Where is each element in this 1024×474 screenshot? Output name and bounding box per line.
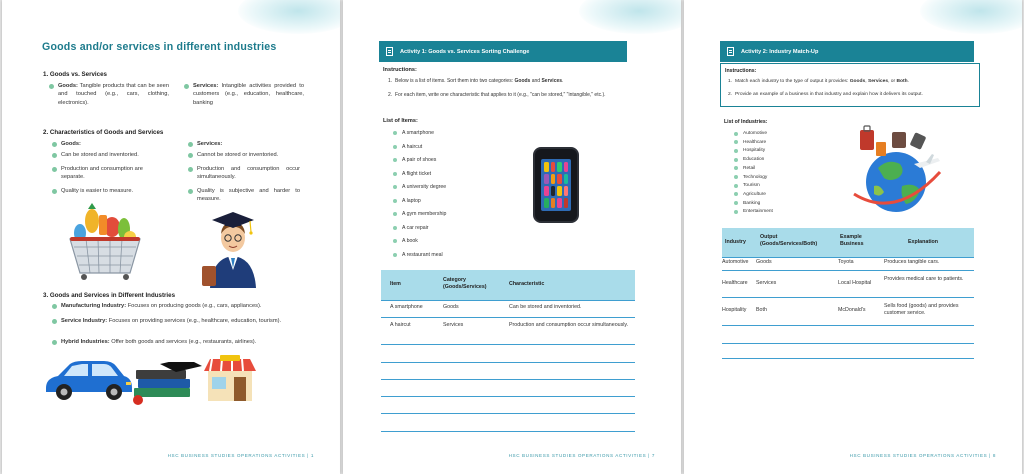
list-item: Entertainment (734, 209, 773, 214)
services-heading: Services: (188, 140, 222, 148)
table-cell: Services (443, 322, 464, 328)
table-rule (381, 431, 635, 432)
bullet-icon (184, 84, 189, 89)
goods-characteristic: Can be stored and inventoried. (52, 151, 177, 159)
bullet-icon (49, 84, 54, 89)
column-header: Item (390, 281, 401, 287)
bullet-icon (52, 142, 57, 147)
list-item: Hospitality (734, 148, 765, 153)
list-item: Education (734, 157, 764, 162)
section-heading-industries: 3. Goods and Services in Different Industries (43, 292, 176, 299)
table-cell: Healthcare (722, 280, 748, 286)
table-cell: Toyota (838, 259, 854, 265)
instructions-heading: Instructions: (383, 67, 417, 73)
shop-illustration (202, 355, 258, 403)
document-page-2 (343, 0, 681, 474)
goods-heading: Goods: (52, 140, 81, 148)
bullet-icon (734, 192, 738, 196)
table-cell: A haircut (390, 322, 411, 328)
table-rule (722, 257, 974, 258)
bullet-icon (734, 140, 738, 144)
document-icon (386, 47, 393, 56)
section-heading-goods-vs-services: 1. Goods vs. Services (43, 71, 107, 78)
bullet-icon (52, 189, 57, 194)
instruction-2: 2. For each item, write one characteristic that applies to it (e.g., "can be stored," "intangible," etc.). (388, 92, 606, 98)
list-item: A haircut (393, 144, 422, 150)
table-cell: Goods (443, 304, 459, 310)
goods-characteristic: Production and consumption are separate. (52, 165, 157, 182)
watercolor-decoration (579, 0, 681, 34)
table-cell: Produces tangible cars. (884, 259, 940, 265)
activity-title: Activity 2: Industry Match-Up (741, 48, 819, 55)
instruction-2: 2. Provide an example of a business in that industry and explain how it delivers its output. (728, 92, 923, 97)
list-item: Healthcare (734, 140, 766, 145)
smartphone-illustration (533, 147, 579, 223)
table-rule (381, 300, 635, 301)
list-item: A gym membership (393, 211, 446, 217)
table-cell: Hospitality (722, 307, 747, 313)
list-item: A university degree (393, 184, 446, 190)
list-item: A book (393, 238, 418, 244)
bullet-icon (393, 145, 397, 149)
instructions-box (720, 63, 980, 107)
column-header: Output (Goods/Services/Both) (760, 234, 818, 247)
table-rule (722, 297, 974, 298)
instructions-heading: Instructions: (725, 68, 757, 74)
bullet-icon (734, 210, 738, 214)
bullet-icon (393, 212, 397, 216)
watercolor-decoration (238, 0, 340, 34)
table-rule (381, 344, 635, 345)
table-cell: A smartphone (390, 304, 423, 310)
section-heading-characteristics: 2. Characteristics of Goods and Services (43, 129, 164, 136)
table-rule (381, 362, 635, 363)
bullet-icon (734, 158, 738, 162)
document-page-3 (684, 0, 1022, 474)
goods-characteristic: Quality is easier to measure. (52, 187, 177, 195)
goods-definition: Goods: Tangible products that can be seen and touched (e.g., cars, clothing, electronics). (49, 82, 169, 107)
table-rule (722, 343, 974, 344)
list-item: Technology (734, 175, 767, 180)
bullet-icon (393, 158, 397, 162)
table-cell: Automotive (722, 259, 749, 265)
table-cell: Services (756, 280, 777, 286)
table-cell: Production and consumption occur simultaneously. (509, 322, 629, 328)
bullet-icon (188, 167, 193, 172)
bullet-icon (52, 340, 57, 345)
services-characteristic: Quality is subjective and harder to measure. (188, 187, 300, 204)
industries-list-heading: List of Industries: (724, 119, 768, 125)
table-cell: Both (756, 307, 767, 313)
bullet-icon (734, 166, 738, 170)
table-cell: Goods (756, 259, 772, 265)
table-rule (722, 358, 974, 359)
table-rule (381, 317, 635, 318)
bullet-icon (188, 153, 193, 158)
bullet-icon (393, 253, 397, 257)
document-icon (727, 47, 734, 56)
car-illustration (42, 358, 134, 402)
bullet-icon (52, 304, 57, 309)
bullet-icon (52, 153, 57, 158)
column-header: Category (Goods/Services) (443, 277, 487, 290)
table-header-row (381, 270, 635, 300)
list-item: Retail (734, 166, 755, 171)
table-cell: Sells food (goods) and provides customer service. (884, 303, 959, 317)
graduate-illustration (198, 210, 268, 288)
services-characteristic: Cannot be stored or inventoried. (188, 151, 308, 159)
table-rule (722, 325, 974, 326)
list-item: A smartphone (393, 130, 434, 136)
list-item: A restaurant meal (393, 252, 443, 258)
industry-item-hybrid: Hybrid Industries: Offer both goods and services (e.g., restaurants, airlines). (52, 338, 302, 346)
bullet-icon (52, 167, 57, 172)
bullet-icon (393, 185, 397, 189)
grocery-basket-illustration (64, 203, 146, 281)
bullet-icon (393, 199, 397, 203)
services-definition: Services: Intangible activities provided to customers (e.g., education, healthcare, banking (184, 82, 304, 107)
industry-item-service: Service Industry: Focuses on providing services (e.g., healthcare, education, tourism). (52, 317, 302, 325)
activity-header (379, 41, 627, 62)
bullet-icon (734, 175, 738, 179)
bullet-icon (393, 172, 397, 176)
bullet-icon (188, 189, 193, 194)
books-illustration (130, 362, 202, 406)
table-cell: Provides medical care to patients. (884, 276, 964, 282)
watercolor-decoration (920, 0, 1022, 34)
bullet-icon (734, 201, 738, 205)
page-title: Goods and/or services in different industries (42, 41, 277, 53)
bullet-icon (393, 226, 397, 230)
table-rule (381, 379, 635, 380)
activity-header (720, 41, 974, 62)
page-footer: HSC BUSINESS STUDIES OPERATIONS ACTIVITIES | 7 (508, 453, 655, 458)
list-item: A pair of shoes (393, 157, 436, 163)
bullet-icon (393, 131, 397, 135)
items-list-heading: List of Items: (383, 118, 418, 124)
list-item: Tourism (734, 183, 760, 188)
table-rule (381, 413, 635, 414)
list-item: Agriculture (734, 192, 766, 197)
table-cell: Can be stored and inventoried. (509, 304, 582, 310)
page-footer: HSC BUSINESS STUDIES OPERATIONS ACTIVITIES | 1 (167, 453, 314, 458)
instruction-1: 1. Below is a list of items. Sort them into two categories: Goods and Services. (388, 78, 564, 84)
bullet-icon (393, 239, 397, 243)
bullet-icon (734, 149, 738, 153)
list-item: A car repair (393, 225, 429, 231)
instruction-1: 1. Match each industry to the type of output it provides: Goods, Services, or Both. (728, 79, 910, 84)
activity-title: Activity 1: Goods vs. Services Sorting Challenge (400, 48, 530, 55)
column-header: Example Business (840, 234, 864, 247)
bullet-icon (188, 142, 193, 147)
column-header: Explanation (908, 239, 939, 245)
document-page-1 (2, 0, 340, 474)
table-cell: Local Hospital (838, 280, 872, 286)
list-item: A flight ticket (393, 171, 431, 177)
page-footer: HSC BUSINESS STUDIES OPERATIONS ACTIVITIES | 8 (849, 453, 996, 458)
services-characteristic: Production and consumption occur simultaneously. (188, 165, 300, 182)
bullet-icon (734, 132, 738, 136)
table-header-row (722, 228, 974, 257)
column-header: Characteristic (509, 281, 545, 287)
globe-travel-illustration (848, 124, 944, 220)
list-item: A laptop (393, 198, 421, 204)
bullet-icon (734, 184, 738, 188)
list-item: Banking (734, 201, 760, 206)
list-item: Automotive (734, 131, 767, 136)
table-cell: McDonald's (838, 307, 866, 313)
column-header: Industry (725, 239, 746, 245)
industry-item-manufacturing: Manufacturing Industry: Focuses on producing goods (e.g., cars, appliances). (52, 302, 302, 310)
table-rule (381, 396, 635, 397)
bullet-icon (52, 319, 57, 324)
table-rule (722, 270, 974, 271)
